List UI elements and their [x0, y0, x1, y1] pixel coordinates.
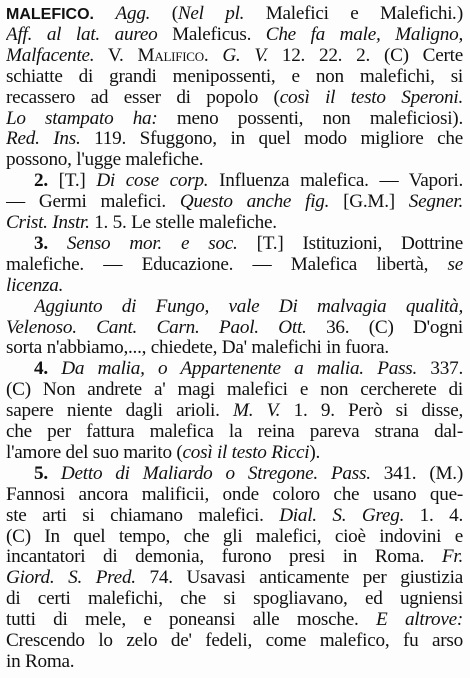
entry-text: Lo stampato ha:: [6, 107, 158, 129]
entry-text: (C) Non andrete a' magi malefici e non cercherete di: [6, 379, 463, 401]
entry-text: malefiche. — Educazione. — Malefica libertà,: [6, 253, 448, 275]
entry-text: tutti di mele, e poneansi alle mosche.: [6, 609, 377, 631]
entry-text: Red. Ins.: [6, 128, 81, 150]
entry-text: schiatte di grandi menipossenti, e non malefichi, si: [6, 65, 463, 87]
entry-text: Crist. Instr.: [6, 212, 90, 233]
entry-text: Fr.: [441, 546, 463, 568]
entry-text: licenza.: [6, 274, 64, 296]
entry-text: Fannosi ancora malificii, onde coloro che usano que-: [6, 483, 463, 505]
entry-text: Aggiunto di Fungo, vale Di malvagia qualità,: [34, 295, 463, 317]
entry-text: Malifico: [137, 44, 204, 66]
entry-text: M. V.: [233, 400, 281, 422]
entry-text: 2.: [34, 170, 48, 192]
entry-text: sorta n'abbiamo,..., chiedete, Da' malefichi in fuora.: [6, 337, 389, 359]
entry-text: Segner.: [408, 191, 463, 213]
entry-text: 337.: [417, 358, 463, 380]
entry-text: G. V.: [222, 44, 268, 66]
entry-text: ).: [309, 441, 321, 463]
entry-text: .: [203, 44, 223, 66]
entry-text: V.: [94, 44, 138, 66]
entry-text: Da malia, o Appartenente a malia.: [61, 358, 364, 380]
entry-text: Nel pl.: [177, 3, 245, 24]
entry-text: sapere niente dagli arioli.: [6, 400, 234, 422]
entry-text: 1. 5. Le stelle malefiche.: [89, 212, 277, 233]
entry-text: Pass.: [377, 358, 418, 380]
headword: MALEFICO.: [6, 6, 94, 23]
entry-text: Crescendo lo zelo de' fedeli, come malefico, fu arso: [6, 630, 463, 651]
entry-text: 1. 9. Però si disse,: [280, 400, 463, 422]
entry-text: Giord. S. Pred.: [6, 567, 136, 589]
entry-text: [364, 358, 377, 379]
entry-text: 5.: [34, 462, 48, 484]
entry-text: incantatori di demonia, furono presi in Roma.: [6, 546, 442, 568]
entry-text: Di cose corp.: [96, 170, 209, 192]
entry-text: Influenza malefica. — Vapori.: [208, 170, 463, 192]
entry-text: [T.] Istituzioni, Dottrine: [237, 232, 463, 254]
entry-text: Dial. S. Greg.: [279, 504, 405, 526]
entry-text: Maleficus.: [157, 23, 266, 45]
entry-text: Questo anche fig.: [179, 191, 330, 213]
entry-text: 4.: [34, 358, 48, 380]
entry-text: [318, 463, 331, 484]
entry-text: 12. 22. 2. (C) Certe: [267, 44, 463, 66]
entry-text: se: [447, 253, 463, 275]
entry-text: [94, 3, 116, 24]
entry-text: 3.: [34, 232, 48, 254]
entry-text: Malefici e Malefichi: [244, 3, 453, 24]
entry-text: 1. 4.: [404, 504, 463, 526]
entry-text: (: [150, 3, 178, 24]
entry-text: (C) In quel tempo, che gli malefici, cioè indovini e: [6, 525, 463, 547]
entry-text: l'amore del suo marito (: [6, 441, 183, 463]
entry-text: — Germi malefici.: [6, 191, 180, 213]
entry-text: meno possenti, non maleficiosi).: [157, 107, 463, 129]
entry-text: E altrove:: [376, 609, 463, 631]
entry-text: [48, 463, 61, 484]
entry-text: Velenoso.: [6, 316, 77, 338]
entry-text: ): [456, 3, 463, 24]
entry-text: .: [452, 3, 457, 24]
entry-line: [6, 649, 463, 674]
entry-text: di certi malefichi, che si spogliavano, ed ugniensi: [6, 588, 463, 610]
entry-text: in Roma.: [6, 650, 75, 672]
entry-text: Cant. Carn. Paol. Ott.: [96, 316, 307, 338]
entry-text: 119. Sfuggono, in quel modo migliore che: [80, 128, 463, 150]
entry-text: che per fattura malefica la reina pareva strana dal-: [6, 421, 463, 442]
entry-text: 74. Usavasi anticamente per giustizia: [135, 567, 463, 589]
entry-text: Pass.: [330, 462, 371, 484]
entry-text: [G.M.]: [329, 191, 409, 213]
entry-text: recassero ad esser di popolo (: [6, 86, 280, 108]
entry-text: ste arti si chiamano malefici.: [6, 504, 280, 526]
entry-text: Agg.: [115, 3, 151, 24]
entry-text: Aff. al lat. aureo: [6, 23, 158, 45]
entry-text: 36. (C) D'ogni: [306, 316, 463, 338]
entry-text: possono, l'ugge malefiche.: [6, 149, 204, 171]
entry-text: 341. (M.): [370, 462, 463, 484]
entry-text: Senso mor. e soc.: [66, 232, 238, 254]
entry-text: [48, 233, 67, 254]
entry-text: Malfacente.: [6, 44, 95, 66]
entry-text: così il testo Speroni.: [279, 86, 463, 108]
entry-text: [48, 358, 61, 379]
entry-text: così il testo Ricci: [182, 441, 310, 463]
entry-text: [T.]: [47, 170, 97, 192]
entry-text: [77, 317, 96, 338]
entry-text: Detto di Maliardo o Stregone.: [60, 462, 318, 484]
entry-text: Che fa male, Maligno,: [265, 23, 463, 45]
